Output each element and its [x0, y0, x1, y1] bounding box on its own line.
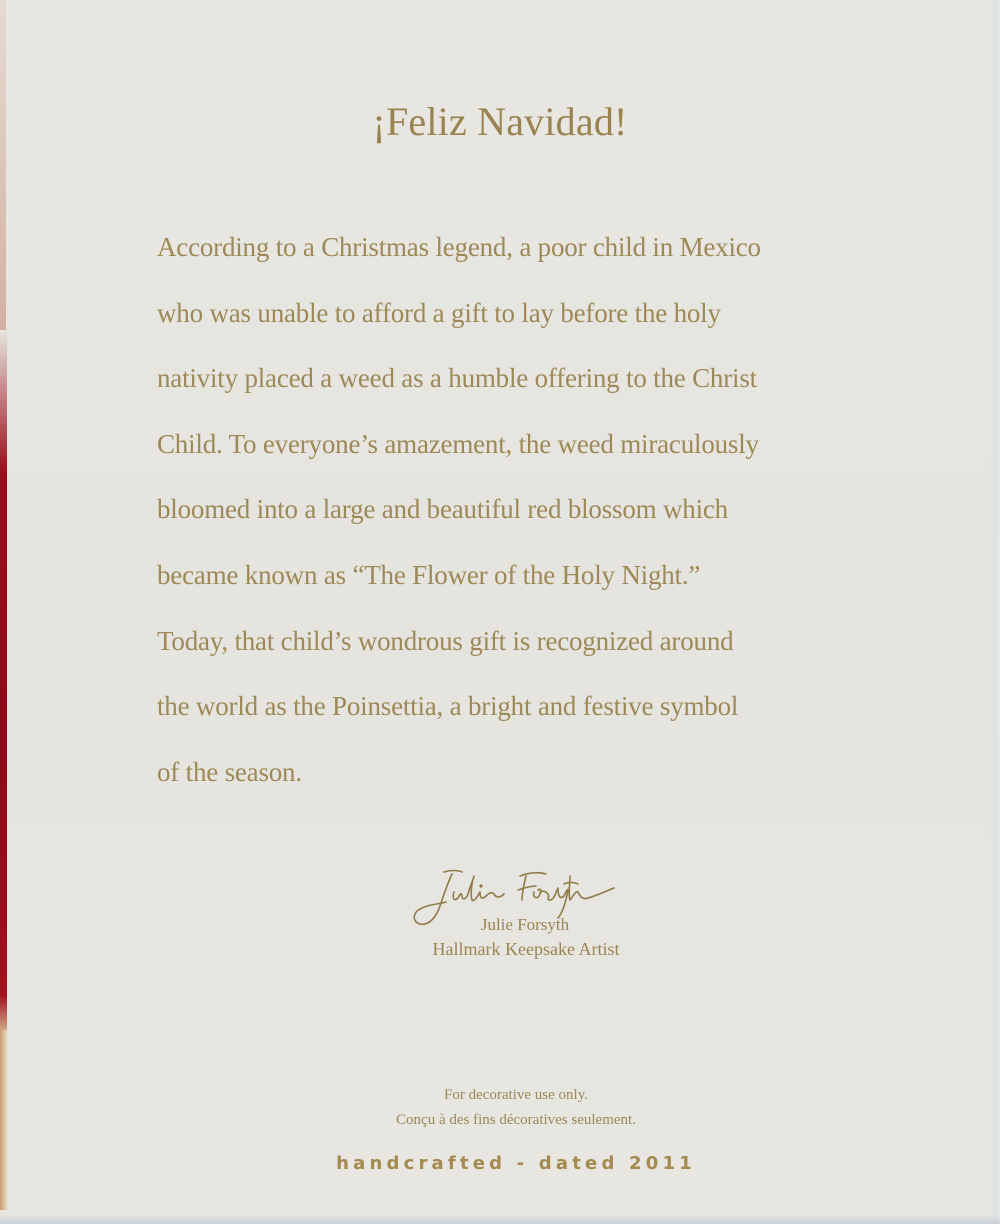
body-line: Today, that child’s wondrous gift is recognized around — [157, 625, 734, 656]
legend-paragraph — [157, 222, 877, 812]
handcrafted-dated-label: handcrafted - dated 2011 — [336, 1153, 696, 1174]
left-edge-red-box — [0, 330, 7, 1030]
body-line: nativity placed a weed as a humble offering to the Christ — [157, 363, 757, 394]
disclaimer-french: Conçu à des fins décoratives seulement. — [396, 1112, 636, 1128]
body-line: of the season. — [157, 756, 302, 787]
artist-title: Hallmark Keepsake Artist — [432, 939, 620, 959]
signature-block — [380, 862, 660, 972]
body-line: became known as “The Flower of the Holy Night.” — [157, 559, 701, 590]
right-edge-shadow — [990, 0, 1000, 1224]
body-line: the world as the Poinsettia, a bright and festive symbol — [157, 691, 739, 722]
body-line: Child. To everyone’s amazement, the weed miraculously — [157, 428, 759, 459]
disclaimer-english: For decorative use only. — [444, 1087, 588, 1103]
body-line: bloomed into a large and beautiful red blossom which — [157, 494, 728, 525]
body-line: According to a Christmas legend, a poor child in Mexico — [157, 232, 761, 262]
bottom-edge-shadow — [0, 1214, 1000, 1224]
left-edge-shadow — [0, 0, 6, 330]
body-line: who was unable to afford a gift to lay before the holy — [157, 297, 721, 328]
card-title: ¡Feliz Navidad! — [372, 99, 628, 144]
artist-name: Julie Forsyth — [480, 915, 570, 934]
